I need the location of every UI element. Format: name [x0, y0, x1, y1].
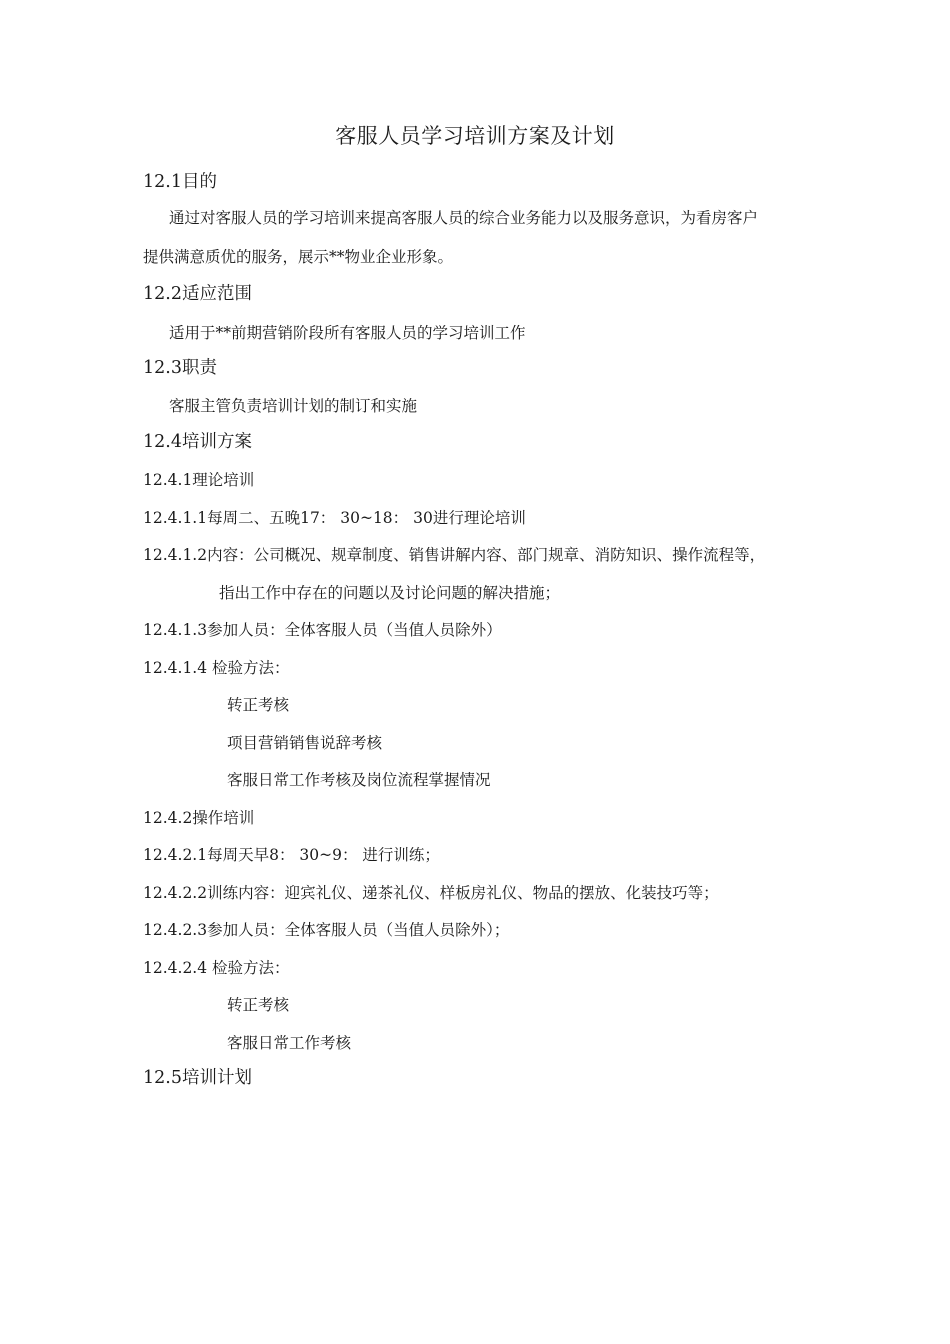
paragraph-scope: 适用于**前期营销阶段所有客服人员的学习培训工作 [169, 324, 526, 342]
assessment-item: 转正考核 [227, 996, 290, 1014]
section-heading-training-schedule: 12.5培训计划 [143, 1068, 252, 1088]
assessment-item: 转正考核 [227, 696, 290, 714]
item-theory-content-line1: 12.4.1.2内容：公司概况、规章制度、销售讲解内容、部门规章、消防知识、操作流程等， [143, 546, 766, 564]
item-operation-content: 12.4.2.2训练内容：迎宾礼仪、递茶礼仪、样板房礼仪、物品的摆放、化装技巧等； [143, 884, 719, 902]
subheading-operation-training: 12.4.2操作培训 [143, 809, 255, 827]
item-operation-schedule: 12.4.2.1每周天早8： 30~9： 进行训练； [143, 846, 440, 864]
item-theory-participants: 12.4.1.3参加人员：全体客服人员（当值人员除外） [143, 621, 502, 639]
item-theory-schedule: 12.4.1.1每周二、五晚17： 30~18： 30进行理论培训 [143, 509, 526, 527]
item-operation-participants: 12.4.2.3参加人员：全体客服人员（当值人员除外）； [143, 921, 510, 939]
item-theory-content-line2: 指出工作中存在的问题以及讨论问题的解决措施； [219, 584, 561, 602]
item-theory-assessment: 12.4.1.4 检验方法： [143, 659, 290, 677]
section-heading-training-plan: 12.4培训方案 [143, 432, 252, 452]
document-title: 客服人员学习培训方案及计划 [335, 124, 615, 148]
assessment-item: 客服日常工作考核及岗位流程掌握情况 [227, 771, 491, 789]
item-operation-assessment: 12.4.2.4 检验方法： [143, 959, 290, 977]
paragraph-duties: 客服主管负责培训计划的制订和实施 [169, 397, 418, 415]
section-heading-scope: 12.2适应范围 [143, 284, 252, 304]
assessment-item: 客服日常工作考核 [227, 1034, 352, 1052]
paragraph-purpose-line1: 通过对客服人员的学习培训来提高客服人员的综合业务能力以及服务意识，为看房客户 [169, 209, 759, 227]
subheading-theory-training: 12.4.1理论培训 [143, 471, 255, 489]
paragraph-purpose-line2: 提供满意质优的服务，展示**物业企业形象。 [143, 248, 454, 266]
assessment-item: 项目营销销售说辞考核 [227, 734, 383, 752]
section-heading-duties: 12.3职责 [143, 358, 217, 378]
section-heading-purpose: 12.1目的 [143, 172, 217, 192]
